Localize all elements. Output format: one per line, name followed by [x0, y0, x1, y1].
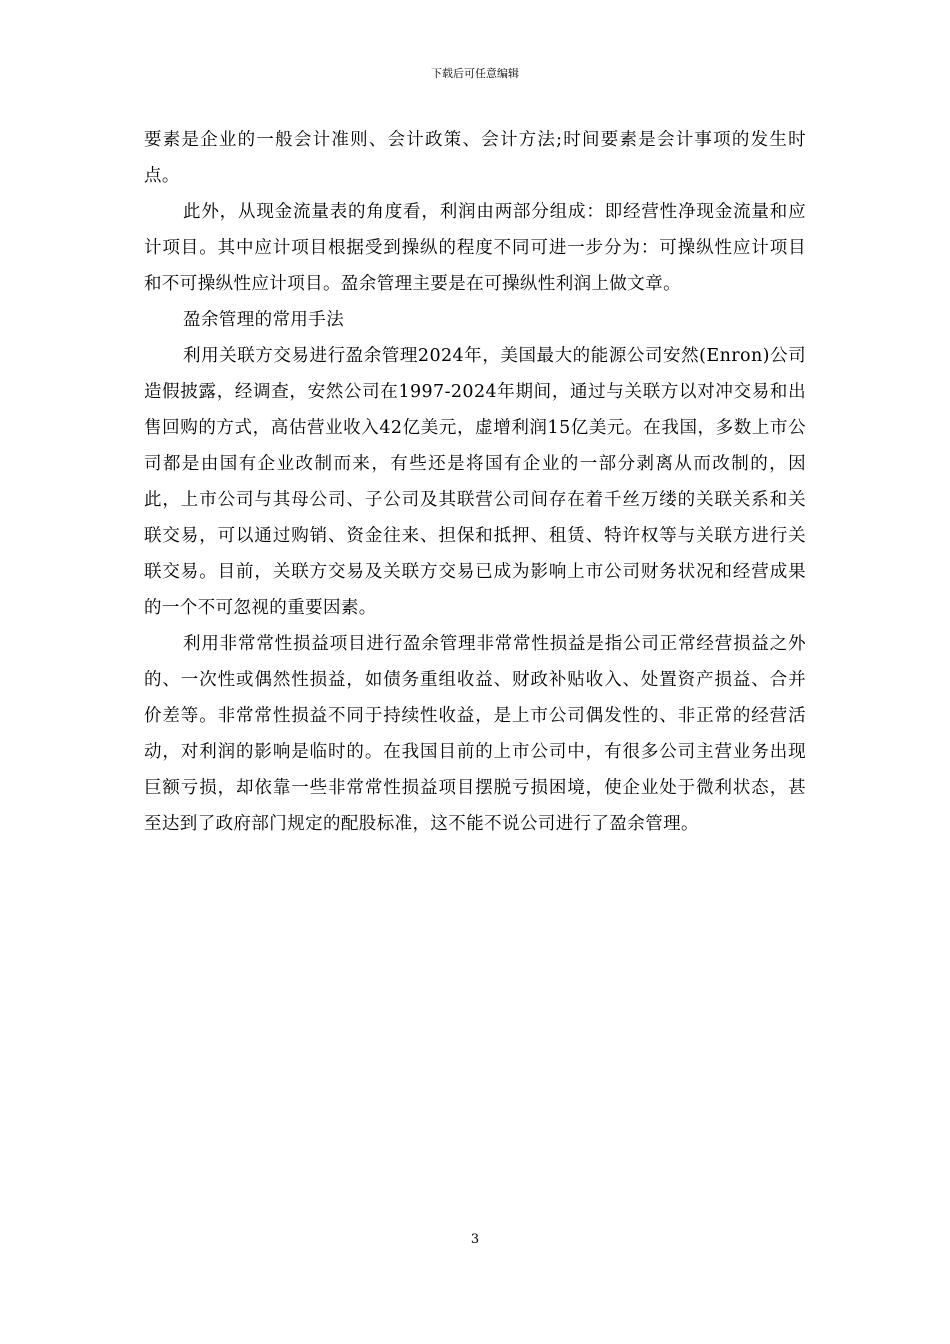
document-body: [144, 122, 806, 842]
paragraph-continuation: 要素是企业的一般会计准则、会计政策、会计方法;时间要素是会计事项的发生时点。: [144, 130, 806, 186]
section-heading: 盈余管理的常用手法: [183, 310, 345, 330]
page-number: 3: [470, 1232, 480, 1247]
paragraph-related-party: 利用关联方交易进行盈余管理2024年，美国最大的能源公司安然(Enron)公司造假披露，经调查，安然公司在1997-2024年期间，通过与关联方以对冲交易和出售回购的方式，高估营业收入42亿美元，虚增利润15亿美元。在我国，多数上市公司都是由国有企业改制而来，有些还是将国有企业的一部分剥离从而改制的，因此，上市公司与其母公司、子公司及其联营公司间存在着千丝万缕的关联关系和关联交易，可以通过购销、资金往来、担保和抵押、租赁、特许权等与关联方进行关联交易。目前，关联方交易及关联方交易已成为影响上市公司财务状况和经营成果的一个不可忽视的重要因素。: [144, 346, 806, 618]
paragraph-non-recurring: 利用非常常性损益项目进行盈余管理非常常性损益是指公司正常经营损益之外的、一次性或偶然性损益，如债务重组收益、财政补贴收入、处置资产损益、合并价差等。非常常性损益不同于持续性收益，是上市公司偶发性的、非正常的经营活动，对利润的影响是临时的。在我国目前的上市公司中，有很多公司主营业务出现巨额亏损，却依靠一些非常常性损益项目摆脱亏损困境，使企业处于微利状态，甚至达到了政府部门规定的配股标准，这不能不说公司进行了盈余管理。: [144, 634, 806, 834]
page-header: 下载后可任意编辑: [431, 67, 519, 80]
paragraph-cash-flow: 此外，从现金流量表的角度看，利润由两部分组成：即经营性净现金流量和应计项目。其中应计项目根据受到操纵的程度不同可进一步分为：可操纵性应计项目和不可操纵性应计项目。盈余管理主要是在可操纵性利润上做文章。: [144, 202, 806, 294]
